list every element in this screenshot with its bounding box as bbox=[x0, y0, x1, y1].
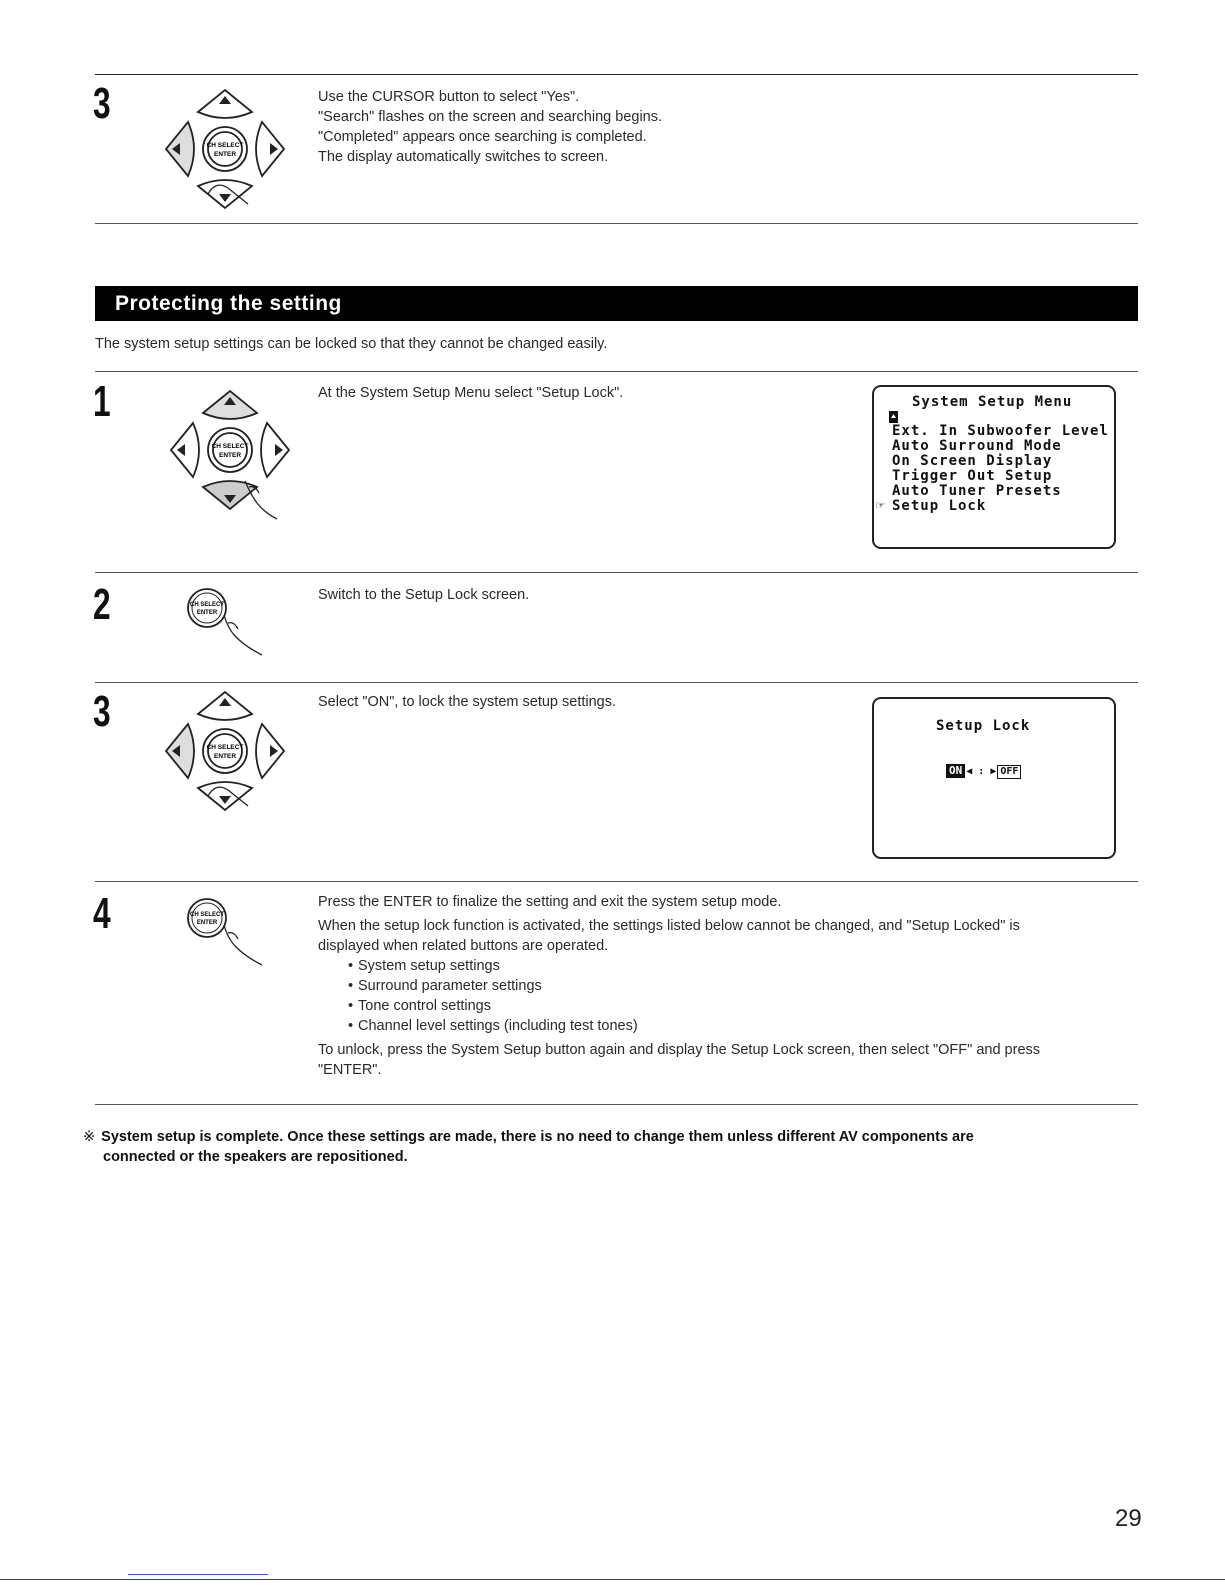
step-3a-text bbox=[318, 87, 662, 167]
osd-lock-title: Setup Lock bbox=[936, 718, 1031, 734]
step-4-line-3: displayed when related buttons are operated. bbox=[318, 938, 609, 954]
enter-button-icon bbox=[184, 895, 284, 970]
step-number-1: 1 bbox=[93, 377, 111, 426]
step-4-text bbox=[318, 892, 1040, 1080]
osd-setup-lock bbox=[872, 697, 1116, 859]
footer-link-line bbox=[128, 1574, 268, 1575]
divider-4 bbox=[95, 682, 1138, 683]
section-title: Protecting the setting bbox=[95, 286, 1138, 321]
list-item: • Surround parameter settings bbox=[348, 978, 542, 994]
osd-menu-item-4: Trigger Out Setup bbox=[892, 468, 1053, 484]
osd-menu-item-3: On Screen Display bbox=[892, 453, 1053, 469]
step-number-4: 4 bbox=[93, 889, 111, 938]
step-3a-line-2: "Search" flashes on the screen and searching begins. bbox=[318, 109, 663, 125]
osd-menu-item-1: Ext. In Subwoofer Level bbox=[892, 423, 1109, 439]
icon-label-ch-select: CH SELECT bbox=[189, 912, 225, 918]
step-1-text: At the System Setup Menu select "Setup Lock". bbox=[318, 385, 624, 401]
step-number-2: 2 bbox=[93, 580, 111, 629]
icon-label-ch-select: CH SELECT bbox=[206, 744, 244, 751]
list-item: • Tone control settings bbox=[348, 998, 491, 1014]
completion-note bbox=[83, 1127, 1138, 1167]
cursor-pad-icon bbox=[160, 686, 290, 816]
locked-settings-list bbox=[318, 956, 1040, 1036]
note-line-1: ※ System setup is complete. Once these settings are made, there is no need to change them unless different AV components are bbox=[83, 1129, 974, 1145]
top-rule bbox=[95, 74, 1138, 75]
osd-lock-options bbox=[946, 763, 1021, 779]
list-item: • System setup settings bbox=[348, 958, 500, 974]
enter-button-icon bbox=[184, 585, 284, 660]
cursor-pad-down-icon bbox=[165, 385, 295, 525]
divider-5 bbox=[95, 881, 1138, 882]
osd-on-option: ON bbox=[946, 764, 965, 778]
page-number: 29 bbox=[1115, 1505, 1142, 1532]
divider-3 bbox=[95, 572, 1138, 573]
icon-label-enter: ENTER bbox=[196, 920, 218, 926]
icon-label-ch-select: CH SELECT bbox=[211, 443, 249, 450]
step-4-line-2: When the setup lock function is activated, the settings listed below cannot be changed, and "Setup Locked" is bbox=[318, 918, 1020, 934]
unlock-line-2: "ENTER". bbox=[318, 1062, 382, 1078]
osd-menu-item-2: Auto Surround Mode bbox=[892, 438, 1062, 454]
step-3b-text: Select "ON", to lock the system setup settings. bbox=[318, 694, 617, 710]
osd-menu-item-6: Setup Lock bbox=[892, 498, 987, 514]
note-line-2: connected or the speakers are repositioned. bbox=[103, 1149, 408, 1165]
footer-rule bbox=[0, 1579, 1225, 1580]
scroll-up-icon bbox=[889, 411, 898, 423]
divider-1 bbox=[95, 223, 1138, 224]
osd-lock-separator: ◀ : ▶ bbox=[966, 766, 997, 777]
icon-label-enter: ENTER bbox=[213, 753, 237, 760]
unlock-line-1: To unlock, press the System Setup button again and display the Setup Lock screen, then select "OFF" and press bbox=[318, 1042, 1041, 1058]
cursor-pad-icon bbox=[160, 84, 290, 214]
osd-menu-item-5: Auto Tuner Presets bbox=[892, 483, 1062, 499]
step-3a-line-1: Use the CURSOR button to select "Yes". bbox=[318, 89, 580, 105]
icon-label-enter: ENTER bbox=[196, 610, 218, 616]
osd-pointer-icon: ☞ bbox=[876, 498, 886, 514]
icon-label-ch-select: CH SELECT bbox=[189, 602, 225, 608]
step-number-3a: 3 bbox=[93, 79, 111, 128]
section-intro: The system setup settings can be locked so that they cannot be changed easily. bbox=[95, 336, 608, 352]
divider-2 bbox=[95, 371, 1138, 372]
icon-label-enter: ENTER bbox=[213, 151, 237, 158]
step-3a-line-3: "Completed" appears once searching is completed. bbox=[318, 129, 647, 145]
icon-label-ch-select: CH SELECT bbox=[206, 142, 244, 149]
step-number-3b: 3 bbox=[93, 687, 111, 736]
note-mark-icon: ※ bbox=[83, 1129, 96, 1145]
divider-6 bbox=[95, 1104, 1138, 1105]
step-4-line-1: Press the ENTER to finalize the setting and exit the system setup mode. bbox=[318, 894, 782, 910]
osd-menu-title: System Setup Menu bbox=[912, 394, 1073, 410]
osd-off-option: OFF bbox=[997, 765, 1021, 779]
icon-label-enter: ENTER bbox=[218, 452, 242, 459]
step-2-text: Switch to the Setup Lock screen. bbox=[318, 587, 530, 603]
step-3a-line-4: The display automatically switches to screen. bbox=[318, 149, 609, 165]
osd-system-setup-menu bbox=[872, 385, 1116, 549]
list-item: • Channel level settings (including test tones) bbox=[348, 1018, 638, 1034]
